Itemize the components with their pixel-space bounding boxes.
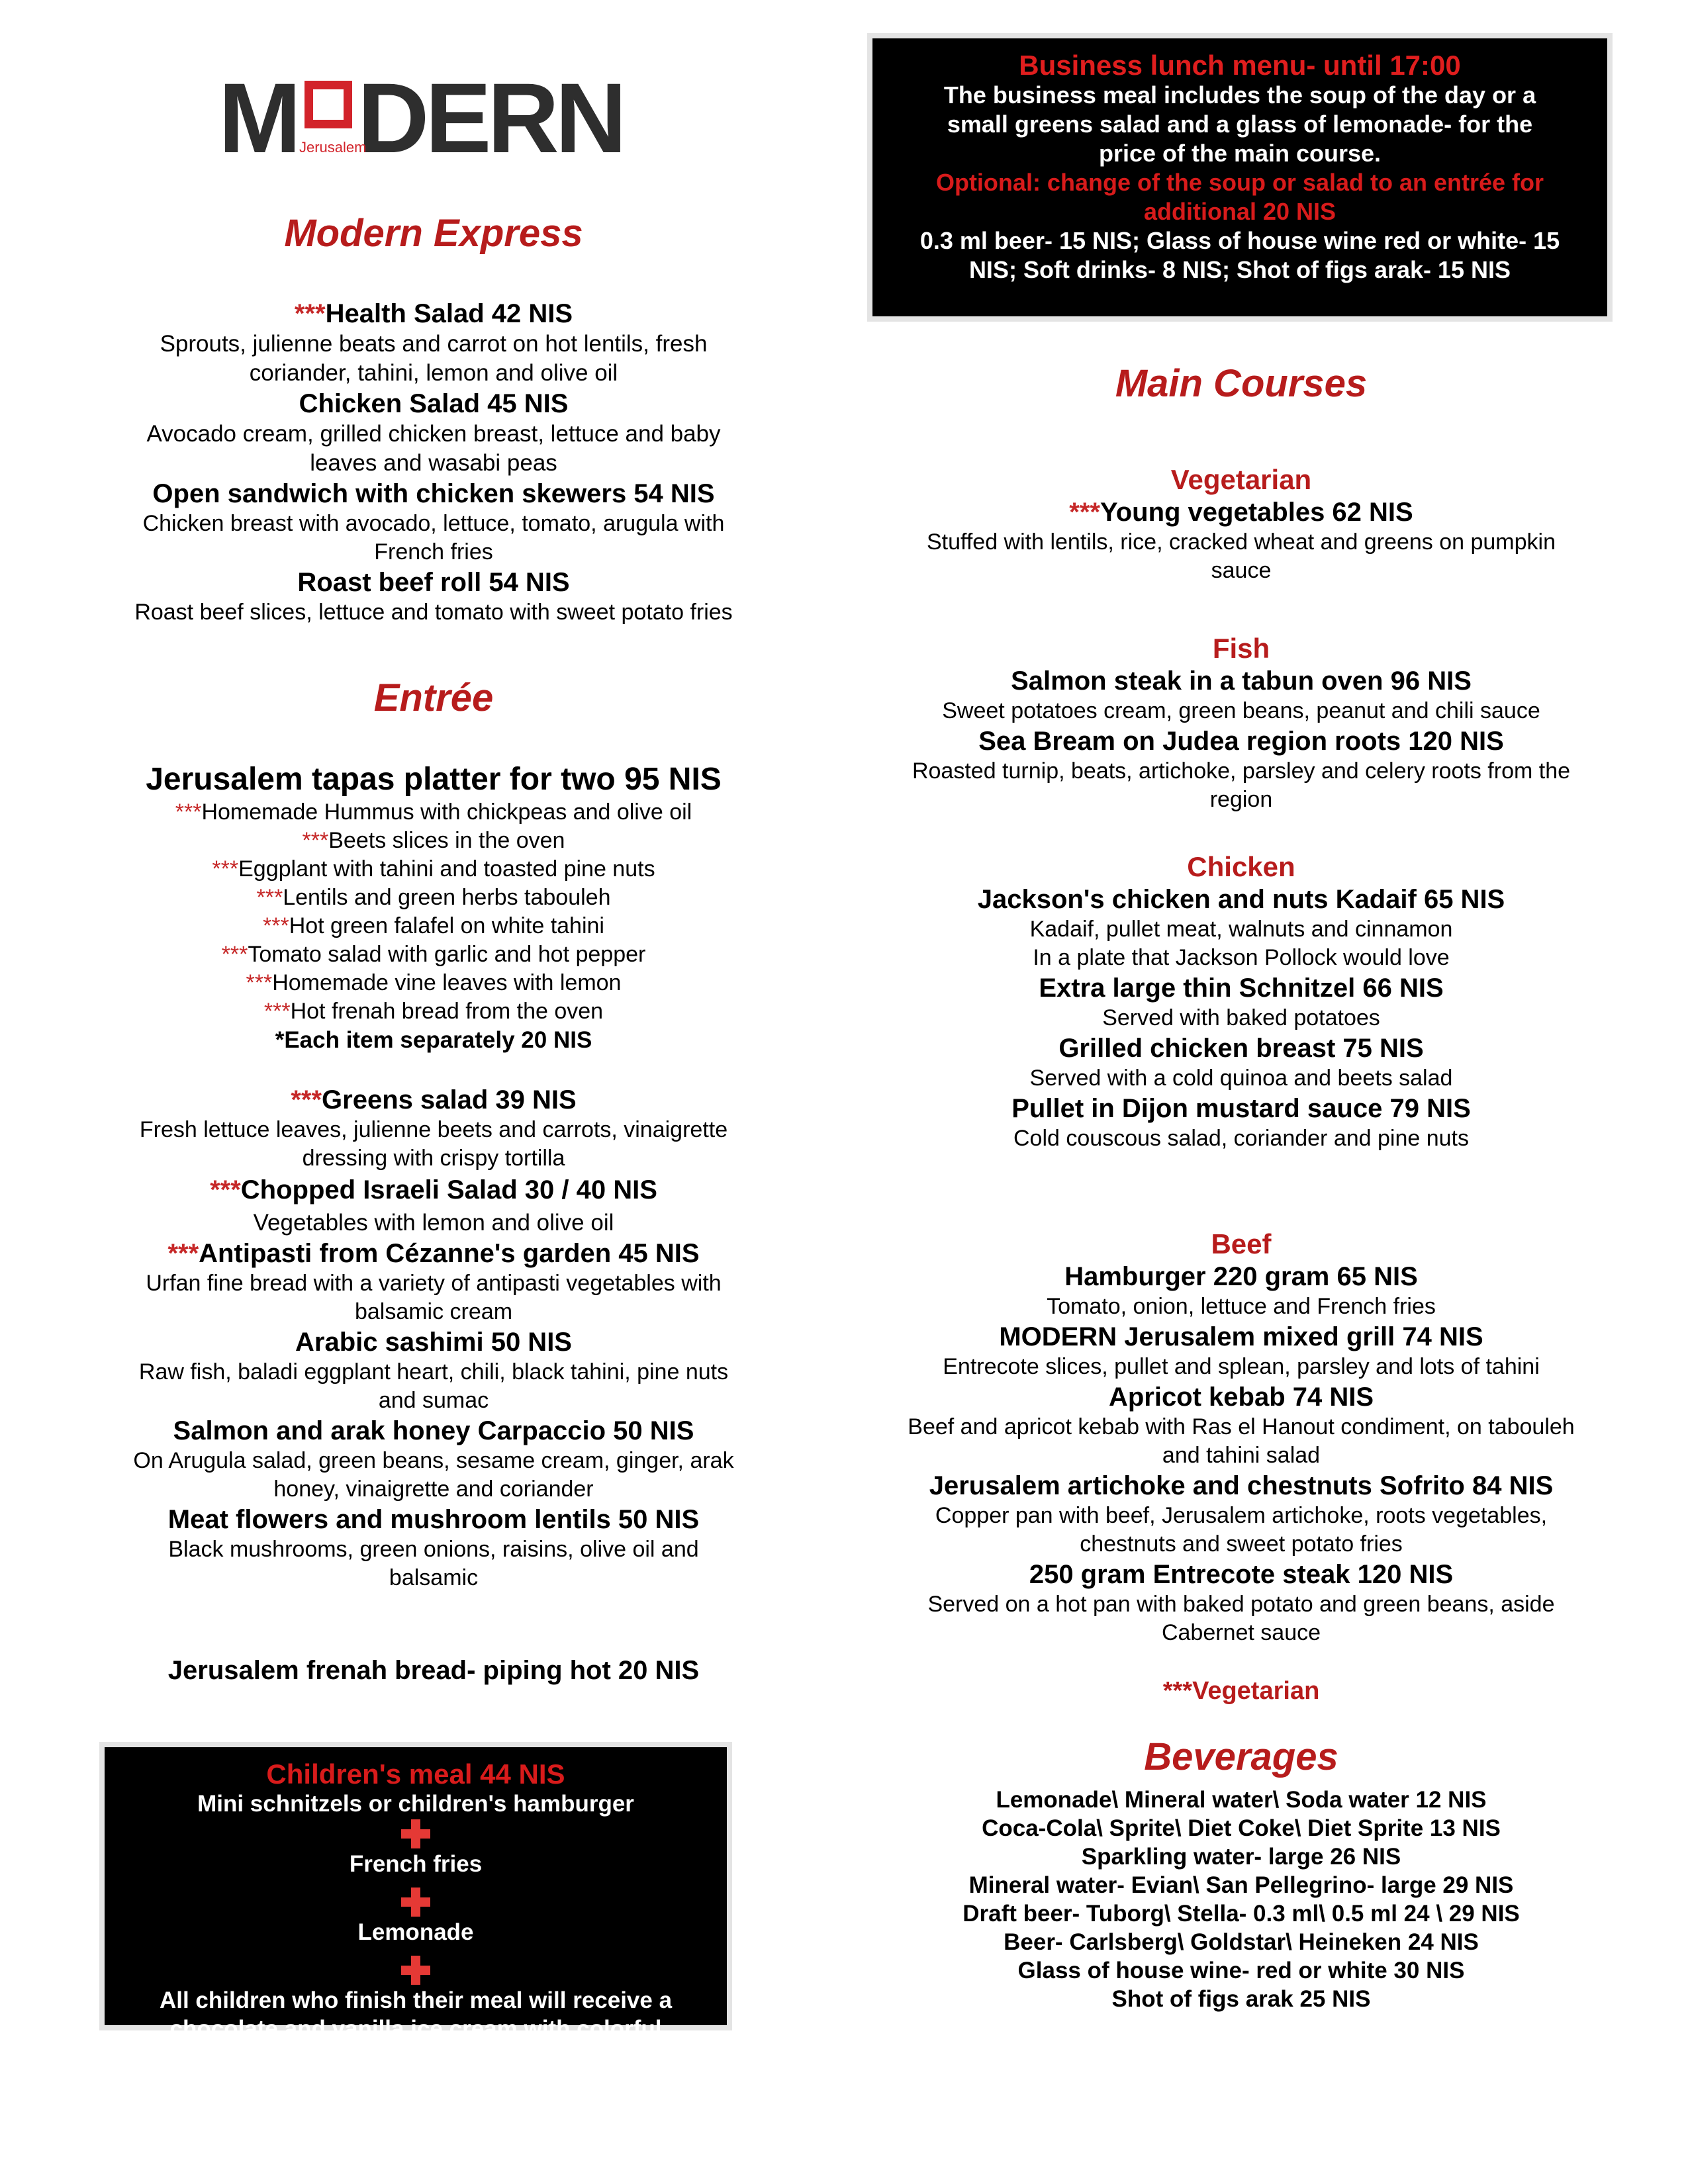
item-name: Arabic sashimi 50 NIS	[295, 1328, 572, 1357]
business-text: The business meal includes the soup of the day or a	[943, 81, 1536, 109]
vegetarian-section: Vegetarian ***Young vegetables 62 NIS Stuffed with lentils, rice, cracked wheat and greens on pumpkin sauce	[864, 463, 1618, 585]
item-name: Grilled chicken breast 75 NIS	[1058, 1034, 1424, 1063]
item-name: Chopped Israeli Salad 30 / 40 NIS	[240, 1175, 657, 1205]
item-desc: Sweet potatoes cream, green beans, peanut and chili sauce	[942, 698, 1540, 723]
item-desc: chestnuts and sweet potato fries	[1080, 1531, 1403, 1557]
item-desc: Served with a cold quinoa and beets salad	[1029, 1066, 1453, 1091]
entree-title: Entrée	[373, 676, 494, 719]
plus-icon	[401, 1956, 430, 1985]
platter-line: ***Hot green falafel on white tahini	[262, 913, 604, 938]
item-desc: Cold couscous salad, coriander and pine nuts	[1013, 1126, 1469, 1151]
item-name: Jerusalem artichoke and chestnuts Sofrito 84 NIS	[929, 1471, 1554, 1500]
menu-item	[93, 567, 774, 627]
platter-line: ***Eggplant with tahini and toasted pine nuts	[212, 856, 655, 882]
item-desc: On Arugula salad, green beans, sesame cream, ginger, arak	[133, 1448, 734, 1473]
item-desc: Roasted turnip, beats, artichoke, parsley and celery roots from the	[912, 758, 1571, 784]
menu-item: ***Antipasti from Cézanne's garden 45 NIS Urfan fine bread with a variety of antipasti vegetables with balsamic cream	[93, 1238, 774, 1326]
main-courses-title: Main Courses	[1115, 362, 1368, 405]
beverage-item: Shot of figs arak 25 NIS	[1111, 1986, 1371, 2012]
item-name: Open sandwich with chicken skewers 54 NIS	[152, 479, 715, 508]
kids-line: Lemonade	[357, 1919, 474, 1945]
menu-item	[93, 1326, 774, 1415]
item-name: Pullet in Dijon mustard sauce 79 NIS	[1011, 1094, 1471, 1123]
business-text: small greens salad and a glass of lemonade- for the	[947, 111, 1533, 138]
kids-note: chocolate and vanilla ice cream with colorful	[169, 2016, 662, 2042]
beverage-item: Glass of house wine- red or white 30 NIS	[1017, 1958, 1465, 1983]
entree-items	[93, 1084, 774, 1592]
kids-title: Children's meal 44 NIS	[266, 1758, 565, 1790]
item-desc: honey, vinaigrette and coriander	[273, 1477, 594, 1502]
item-name: Jackson's chicken and nuts Kadaif 65 NIS	[977, 885, 1505, 914]
item-name: Greens salad 39 NIS	[322, 1085, 577, 1115]
beverage-item: Lemonade\ Mineral water\ Soda water 12 NIS	[996, 1787, 1487, 1813]
platter-line: ***Lentils and green herbs tabouleh	[256, 885, 611, 910]
business-optional: additional 20 NIS	[1143, 198, 1336, 225]
express-title: Modern Express	[284, 212, 583, 255]
item-name: Sea Bream on Judea region roots 120 NIS	[978, 727, 1504, 756]
logo-square-o	[305, 81, 352, 128]
platter-line: ***Beets slices in the oven	[302, 828, 565, 853]
item-name: Salmon steak in a tabun oven 96 NIS	[1011, 666, 1472, 696]
item-desc: and tahini salad	[1162, 1443, 1321, 1468]
vegetarian-stars: ***	[294, 299, 326, 328]
plus-icon	[401, 1819, 430, 1848]
business-text: price of the main course.	[1098, 140, 1382, 167]
item-desc: Roast beef slices, lettuce and tomato with sweet potato fries	[134, 600, 733, 625]
beverage-item: Coca-Cola\ Sprite\ Diet Coke\ Diet Sprite 13 NIS	[982, 1815, 1501, 1841]
item-name: Hamburger 220 gram 65 NIS	[1064, 1262, 1418, 1291]
business-optional: Optional: change of the soup or salad to an entrée for	[935, 169, 1544, 196]
menu-item: ***Chopped Israeli Salad 30 / 40 NIS Vegetables with lemon and olive oil	[93, 1174, 774, 1238]
vegetarian-legend: ***Vegetarian	[1162, 1677, 1320, 1705]
item-desc: and sumac	[378, 1388, 489, 1413]
logo-subtitle: Jerusalem	[299, 139, 367, 156]
business-title: Business lunch menu- until 17:00	[1019, 50, 1461, 81]
platter-name: Jerusalem tapas platter for two 95 NIS	[146, 762, 722, 797]
chicken-section	[864, 850, 1618, 1153]
item-desc: Raw fish, baladi eggplant heart, chili, black tahini, pine nuts	[138, 1359, 729, 1385]
section-label: Chicken	[1187, 851, 1295, 882]
item-desc: Beef and apricot kebab with Ras el Hanout condiment, on tabouleh	[908, 1414, 1575, 1439]
frenah-bread: Jerusalem frenah bread- piping hot 20 NIS	[167, 1656, 700, 1685]
item-name: Apricot kebab 74 NIS	[1108, 1383, 1374, 1412]
item-name: Chicken Salad 45 NIS	[299, 389, 569, 418]
beverage-item: Mineral water- Evian\ San Pellegrino- large 29 NIS	[968, 1872, 1514, 1898]
beverages-title: Beverages	[1144, 1735, 1338, 1778]
item-name: MODERN Jerusalem mixed grill 74 NIS	[999, 1322, 1483, 1351]
business-drinks: 0.3 ml beer- 15 NIS; Glass of house wine red or white- 15	[919, 227, 1560, 254]
item-desc: sauce	[1211, 558, 1272, 583]
menu-item: ***Greens salad 39 NIS Fresh lettuce leaves, julienne beets and carrots, vinaigrette dressing with crispy tortilla	[93, 1084, 774, 1173]
item-name: Roast beef roll 54 NIS	[297, 568, 570, 597]
item-desc: Kadaif, pullet meat, walnuts and cinnamon	[1029, 917, 1453, 942]
menu-item	[93, 478, 774, 567]
kids-line: Mini schnitzels or children's hamburger	[197, 1791, 634, 1817]
childrens-meal-box	[105, 1747, 727, 2070]
kids-note: candies and marshmallows	[265, 2044, 567, 2070]
item-desc: Stuffed with lentils, rice, cracked wheat and greens on pumpkin	[926, 529, 1556, 555]
menu-item	[93, 298, 774, 388]
item-desc: Sprouts, julienne beats and carrot on hot lentils, fresh	[160, 331, 708, 357]
menu-item	[93, 1504, 774, 1592]
item-desc: Avocado cream, grilled chicken breast, lettuce and baby	[146, 421, 721, 447]
section-label: Beef	[1211, 1228, 1272, 1259]
item-name: Antipasti from Cézanne's garden 45 NIS	[199, 1239, 700, 1268]
item-desc: Served with baked potatoes	[1102, 1005, 1380, 1030]
platter-line: ***Tomato salad with garlic and hot pepper	[221, 942, 646, 967]
menu-item	[93, 1415, 774, 1504]
logo-letter-m: M	[218, 62, 297, 173]
beverage-item: Beer- Carlsberg\ Goldstar\ Heineken 24 NIS	[1004, 1929, 1479, 1955]
item-name: Meat flowers and mushroom lentils 50 NIS	[167, 1505, 700, 1534]
item-name: Health Salad 42 NIS	[325, 299, 573, 328]
item-desc: Vegetables with lemon and olive oil	[253, 1210, 614, 1236]
tapas-platter	[93, 761, 774, 1054]
item-desc: balsamic	[389, 1565, 479, 1590]
beef-section	[864, 1228, 1618, 1647]
section-label: Fish	[1212, 633, 1270, 664]
item-desc: balsamic cream	[354, 1299, 513, 1324]
modern-logo	[218, 62, 624, 173]
item-desc: Fresh lettuce leaves, julienne beets and carrots, vinaigrette	[139, 1117, 728, 1142]
item-desc: In a plate that Jackson Pollock would love	[1033, 945, 1450, 970]
item-desc: dressing with crispy tortilla	[302, 1146, 565, 1171]
express-items	[93, 298, 774, 627]
platter-line: ***Homemade vine leaves with lemon	[246, 970, 622, 995]
item-name: Extra large thin Schnitzel 66 NIS	[1039, 974, 1444, 1003]
item-desc: Cabernet sauce	[1161, 1620, 1321, 1645]
fish-section	[864, 632, 1618, 814]
menu-item	[93, 388, 774, 478]
kids-note: All children who finish their meal will receive a	[159, 1987, 673, 2013]
platter-line: ***Hot frenah bread from the oven	[263, 999, 604, 1024]
item-desc: Chicken breast with avocado, lettuce, tomato, arugula with	[142, 511, 725, 536]
business-drinks: NIS; Soft drinks- 8 NIS; Shot of figs arak- 15 NIS	[968, 256, 1511, 283]
beverage-item: Sparkling water- large 26 NIS	[1081, 1844, 1401, 1870]
section-label: Vegetarian	[1170, 464, 1312, 495]
item-name: Young vegetables 62 NIS	[1100, 498, 1413, 527]
beverages-list	[864, 1786, 1618, 2013]
kids-line: French fries	[349, 1851, 483, 1877]
item-desc: Tomato, onion, lettuce and French fries	[1047, 1294, 1436, 1319]
beverage-item: Draft beer- Tuborg\ Stella- 0.3 ml\ 0.5 ml 24 \ 29 NIS	[962, 1901, 1520, 1927]
item-desc: region	[1209, 787, 1273, 812]
plus-icon	[401, 1888, 430, 1917]
platter-line: ***Homemade Hummus with chickpeas and olive oil	[175, 799, 692, 825]
item-desc: Urfan fine bread with a variety of antipasti vegetables with	[146, 1271, 722, 1296]
item-name: 250 gram Entrecote steak 120 NIS	[1029, 1560, 1454, 1589]
item-name: Salmon and arak honey Carpaccio 50 NIS	[173, 1416, 694, 1445]
platter-each-price: *Each item separately 20 NIS	[275, 1027, 592, 1053]
item-desc: Copper pan with beef, Jerusalem artichoke, roots vegetables,	[935, 1503, 1548, 1528]
item-desc: French fries	[374, 539, 493, 565]
item-desc: Served on a hot pan with baked potato and green beans, aside	[927, 1592, 1555, 1617]
item-desc: leaves and wasabi peas	[310, 450, 557, 476]
item-desc: Entrecote slices, pullet and splean, parsley and lots of tahini	[943, 1354, 1540, 1379]
logo-letters-dern: DERN	[357, 62, 624, 173]
item-desc: coriander, tahini, lemon and olive oil	[249, 360, 618, 386]
business-lunch-box	[872, 38, 1607, 316]
item-desc: Black mushrooms, green onions, raisins, olive oil and	[168, 1537, 699, 1562]
